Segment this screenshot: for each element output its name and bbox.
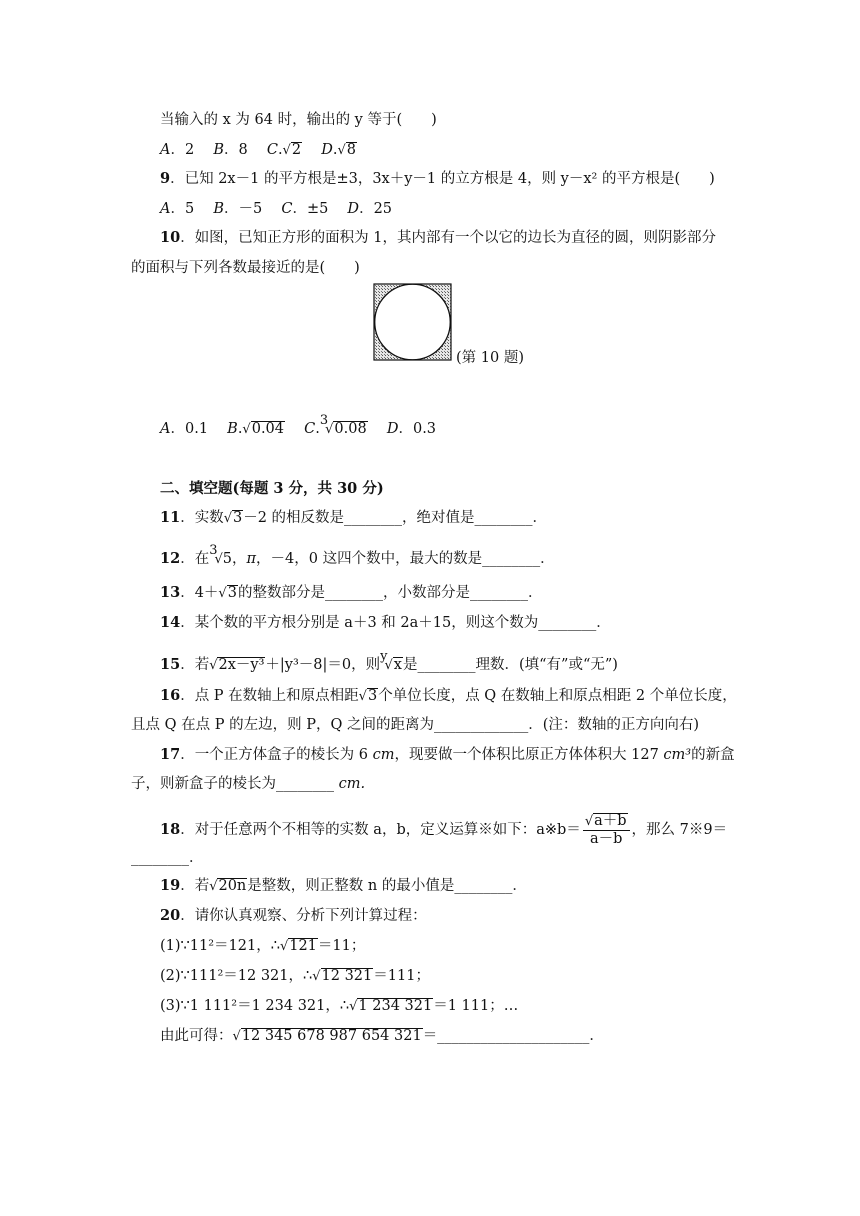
choice-label: D <box>321 142 333 158</box>
text: ＝1 111；… <box>433 998 519 1014</box>
text: ＝11； <box>317 938 366 954</box>
root-index: 3 <box>319 413 329 428</box>
question-number: 14 <box>160 614 181 631</box>
choice-label: C <box>281 201 293 217</box>
q9-choices: A．5 B．－5 C．±5 D．25 <box>160 201 393 217</box>
q20-step-3: (3)∵1 111²＝1 234 321，∴√1 234 321＝1 111；… <box>160 998 519 1014</box>
choice-text: 2 <box>184 142 195 158</box>
choice-text: 0.1 <box>184 421 209 437</box>
question-text: 请你认真观察、分析下列计算过程： <box>194 908 427 924</box>
unit: cm³ <box>663 747 692 763</box>
fraction-numerator: √a＋b <box>583 813 630 831</box>
text: ＝111； <box>373 968 430 984</box>
q12: 12．在3√5，π，－4，0 这四个数中，最大的数是________． <box>160 543 555 567</box>
radicand: x <box>393 657 402 673</box>
section-title: 二、填空题(每题 3 分，共 30 分) <box>160 480 384 497</box>
q10-figure <box>373 283 453 361</box>
question-text: 某个数的平方根分别是 a＋3 和 2a＋15，则这个数为________． <box>194 615 611 631</box>
q20-stem: 20．请你认真观察、分析下列计算过程： <box>160 907 427 924</box>
question-number: 19 <box>160 877 181 894</box>
text: (3)∵1 111²＝1 234 321，∴ <box>160 998 350 1014</box>
q13: 13．4＋√3的整数部分是________，小数部分是________． <box>160 584 543 601</box>
text: 若 <box>194 657 210 673</box>
text: ，现要做一个体积比原正方体体积大 127 <box>394 747 659 763</box>
choice-text: ±5 <box>306 201 329 217</box>
radicand: 8 <box>346 142 356 158</box>
fraction <box>583 813 630 848</box>
unit: cm. <box>338 776 366 792</box>
choice-label: B <box>213 201 224 217</box>
radicand: 20n <box>218 878 247 894</box>
root-index: 3 <box>209 543 218 558</box>
question-number: 11 <box>160 509 181 526</box>
choice-label: A <box>160 421 171 437</box>
text: 由此可得： <box>160 1028 233 1044</box>
q8-choices: A．2 B．8 C.√2 D.√8 <box>160 142 356 158</box>
radicand: a＋b <box>594 812 627 829</box>
choice-label: D <box>386 421 399 437</box>
text: 是整数，则正整数 n 的最小值是________． <box>247 878 527 894</box>
text: ＋|y³－8|＝0，则 <box>265 657 381 673</box>
question-number: 13 <box>160 584 181 601</box>
q11: 11．实数√3－2 的相反数是________，绝对值是________． <box>160 509 548 526</box>
inscribed-circle <box>375 284 451 360</box>
text: 对于任意两个不相等的实数 a，b，定义运算※如下：a※b＝ <box>194 822 581 838</box>
q10-choices: A．0.1 B.√0.04 C.3√0.08 D．0.3 <box>160 413 437 437</box>
fraction-denominator: a－b <box>589 830 623 847</box>
text: 若 <box>194 878 210 894</box>
text: 一个正方体盒子的棱长为 6 <box>194 747 369 763</box>
q18-line1: 18．对于任意两个不相等的实数 a，b，定义运算※如下：a※b＝ $\frac{√a+b}{a-b}$ ，那么 7※9＝ <box>160 812 728 847</box>
text: ， <box>232 551 247 567</box>
radicand: 1 234 321 <box>358 998 433 1014</box>
text: ＝_____________________． <box>422 1028 604 1044</box>
q20-step-1: (1)∵11²＝121，∴√121＝11； <box>160 938 366 954</box>
q20-conclusion: 由此可得：√12 345 678 987 654 321＝_____________________． <box>160 1028 604 1044</box>
radicand: 12 321 <box>321 968 373 984</box>
text: －2 的相反数是________，绝对值是________． <box>243 510 548 526</box>
question-text: 已知 2x－1 的平方根是±3，3x＋y－1 的立方根是 4，则 y－x² 的平方根是( ) <box>184 171 715 187</box>
text: (1)∵11²＝121，∴ <box>160 938 280 954</box>
choice-label: B <box>213 142 224 158</box>
choice-label: A <box>160 142 171 158</box>
text: ，那么 7※9＝ <box>631 822 728 838</box>
radicand: 12 345 678 987 654 321 <box>241 1028 422 1044</box>
choice-text: 25 <box>373 201 393 217</box>
choice-label: A <box>160 201 171 217</box>
question-number: 18 <box>160 821 181 838</box>
choice-text: －5 <box>238 201 263 217</box>
text: ，－4，0 这四个数中，最大的数是________． <box>256 551 555 567</box>
question-number: 15 <box>160 656 181 673</box>
text: 子，则新盒子的棱长为________ <box>131 776 334 792</box>
q20-step-2: (2)∵111²＝12 321，∴√12 321＝111； <box>160 968 430 984</box>
text: 点 P 在数轴上和原点相距 <box>194 688 359 704</box>
radicand: 5 <box>222 551 232 567</box>
q10-stem-line1: 10．如图，已知正方形的面积为 1，其内部有一个以它的边长为直径的圆，则阴影部分 <box>160 229 717 246</box>
radicand: 2x－y³ <box>218 657 265 673</box>
radicand: 3 <box>227 585 237 601</box>
choice-label: C <box>304 421 316 437</box>
radicand: 0.04 <box>251 421 285 437</box>
radicand: 3 <box>232 510 243 526</box>
q8-stem: 当输入的 x 为 64 时，输出的 y 等于( ) <box>160 112 437 128</box>
q14: 14．某个数的平方根分别是 a＋3 和 2a＋15，则这个数为________． <box>160 614 611 631</box>
choice-text: 8 <box>238 142 248 158</box>
q9-stem: 9．已知 2x－1 的平方根是±3，3x＋y－1 的立方根是 4，则 y－x² 的平方根是( ) <box>160 170 715 187</box>
q10-stem-line2: 的面积与下列各数最接近的是( ) <box>131 260 360 276</box>
choice-label: B <box>227 421 238 437</box>
question-number: 10 <box>160 229 181 246</box>
radicand: 121 <box>289 938 317 954</box>
q16-line2: 且点 Q 在点 P 的左边，则 P，Q 之间的距离为_____________．(注：数轴的正方向向右) <box>131 717 700 733</box>
text: 的新盒 <box>691 747 735 763</box>
radicand: 0.08 <box>334 421 367 437</box>
radicand: 2 <box>291 142 302 158</box>
text: 的整数部分是________，小数部分是________． <box>237 585 543 601</box>
q17-line1: 17．一个正方体盒子的棱长为 6 cm，现要做一个体积比原正方体体积大 127 cm³的新盒 <box>160 746 735 763</box>
question-number: 20 <box>160 907 181 924</box>
text: 在 <box>194 551 210 567</box>
pi-symbol: π <box>246 551 257 567</box>
text: 个单位长度，点 Q 在数轴上和原点相距 2 个单位长度， <box>378 688 737 704</box>
q19: 19．若√20n是整数，则正整数 n 的最小值是________． <box>160 877 527 894</box>
q16-line1: 16．点 P 在数轴上和原点相距√3个单位长度，点 Q 在数轴上和原点相距 2 个单位长度， <box>160 687 737 704</box>
choice-label: D <box>347 201 360 217</box>
radicand: 3 <box>367 688 378 704</box>
question-number: 16 <box>160 687 181 704</box>
question-number: 12 <box>160 550 181 567</box>
choice-text: 5 <box>184 201 195 217</box>
text: 实数 <box>194 510 224 526</box>
question-number: 17 <box>160 746 181 763</box>
text: (2)∵111²＝12 321，∴ <box>160 968 313 984</box>
unit: cm <box>372 747 395 763</box>
q15: 15．若√2x－y³＋|y³－8|＝0，则y√x是________理数．(填“有”或“无”) <box>160 649 618 673</box>
text: 是________理数．(填“有”或“无”) <box>402 657 618 673</box>
figure-caption: (第 10 题) <box>456 350 524 366</box>
q17-line2 <box>131 774 365 794</box>
choice-label: C <box>266 142 278 158</box>
text: 4＋ <box>194 585 219 601</box>
q18-line2: ________． <box>131 850 204 866</box>
question-number: 9 <box>160 170 171 187</box>
root-index: y <box>380 649 388 664</box>
choice-text: 0.3 <box>412 421 437 437</box>
question-text: 如图，已知正方形的面积为 1，其内部有一个以它的边长为直径的圆，则阴影部分 <box>194 230 717 246</box>
